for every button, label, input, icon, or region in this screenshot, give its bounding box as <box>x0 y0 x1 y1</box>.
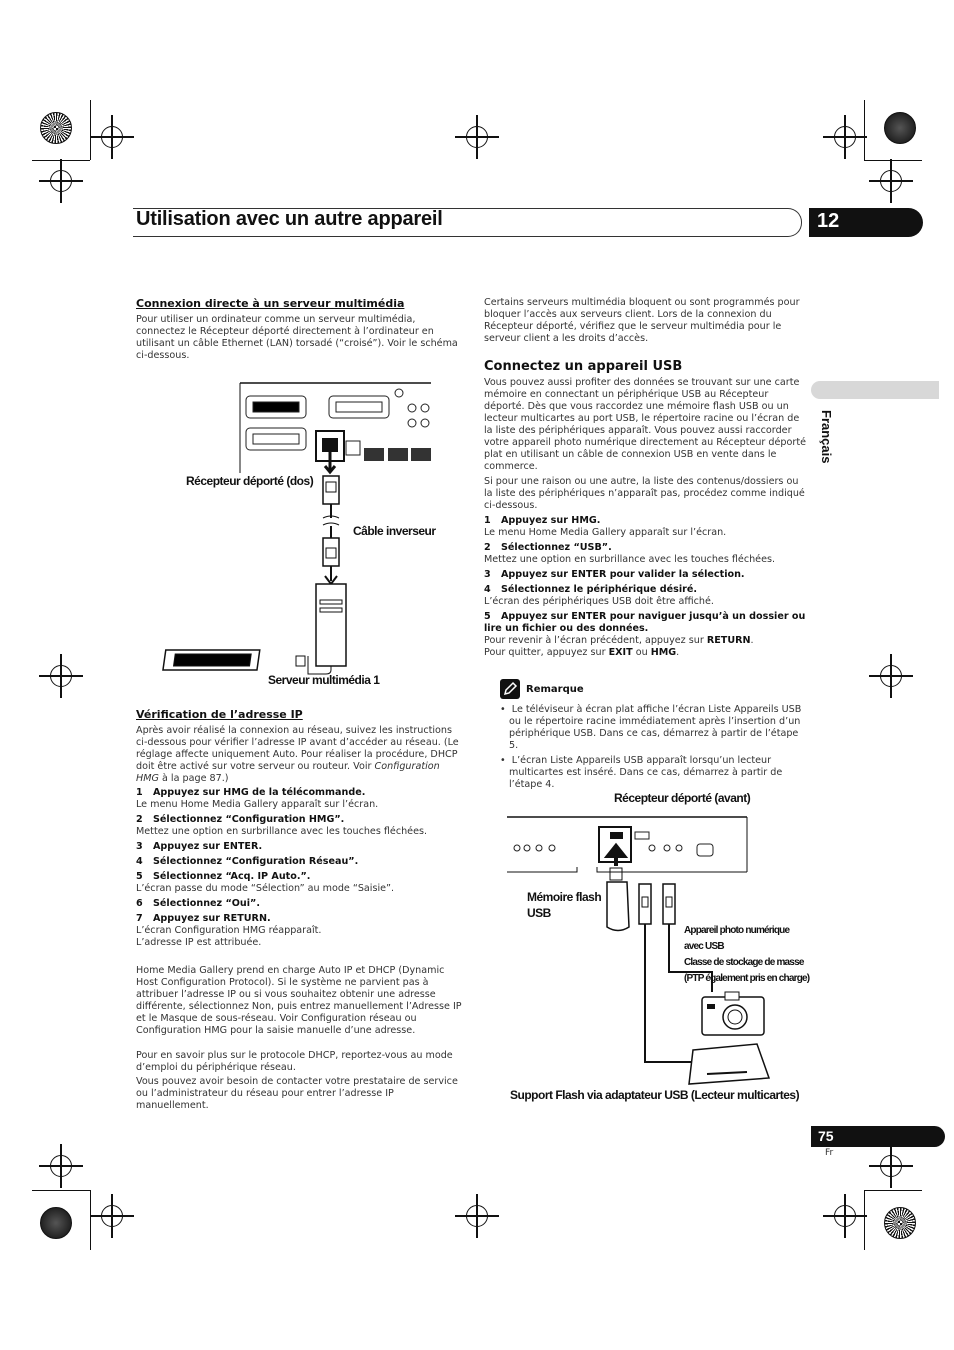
text: à la page 87.) <box>158 773 229 784</box>
step-item <box>136 856 462 868</box>
page-reference: Configuration HMG <box>136 761 440 784</box>
crosshair-mark <box>101 1205 123 1227</box>
label-usb-flash <box>527 889 601 921</box>
crop-mark <box>32 160 90 161</box>
label-line: avec USB <box>684 941 724 952</box>
text: Après avoir réalisé la connexion au réseau, suivez les instructions ci-dessous pour vérifier l’adresse IP avant d’accéder au réseau. (Le réglage affecte uniquement Auto. Pour réaliser la procédure, DHCP doit être activé sur votre serveur ou routeur. Voir <box>136 725 459 772</box>
crosshair-mark <box>50 665 72 687</box>
paragraph: Pour en savoir plus sur le protocole DHCP, reportez-vous au mode d’emploi du périphérique réseau. <box>136 1050 453 1073</box>
step-title: Appuyez sur ENTER pour valider la sélection. <box>501 569 745 580</box>
crosshair-mark <box>834 1205 856 1227</box>
step-title: Appuyez sur ENTER. <box>153 841 263 852</box>
step-item <box>136 871 462 883</box>
registration-star <box>884 112 916 144</box>
steps-list <box>136 787 462 949</box>
step-title: Sélectionnez “Acq. IP Auto.”. <box>153 871 311 882</box>
step-title: Appuyez sur ENTER pour naviguer jusqu’à un dossier ou lire un fichier ou des données. <box>484 611 806 634</box>
label-receiver-back: Récepteur déporté (dos) <box>186 474 314 488</box>
text: Pour revenir à l’écran précédent, appuyez sur <box>484 635 707 646</box>
text: ou <box>632 647 651 658</box>
step-item <box>136 841 462 853</box>
label-line: Mémoire flash <box>527 890 602 904</box>
crop-mark <box>90 100 91 160</box>
registration-star <box>40 112 72 144</box>
chapter-number-badge <box>809 208 923 237</box>
note-list <box>492 704 810 791</box>
step-title: Sélectionnez “Configuration HMG”. <box>153 814 345 825</box>
page-number-badge <box>811 1126 945 1147</box>
step-title: Appuyez sur HMG de la télécommande. <box>153 787 366 798</box>
step-number: 2 <box>484 542 491 553</box>
note-text: Le téléviseur à écran plat affiche l’écran Liste Appareils USB ou le répertoire racine immédiatement après l’insertion d’un périphérique USB. Dans ce cas, démarrez à partir de l’étape 5. <box>509 704 802 751</box>
step-item <box>136 814 462 826</box>
chapter-number: 12 <box>817 210 840 232</box>
step-title: Sélectionnez “Configuration Réseau”. <box>153 856 359 867</box>
key-name: EXIT <box>608 647 633 658</box>
paragraph: Home Media Gallery prend en charge Auto IP et DHCP (Dynamic Host Configuration Protocol). Si le système ne parvient pas à attribuer l’adresse IP ou si vous souhaitez obtenir une adresse différente, sélectionnez Non, puis entrez manuellement l’Adresse IP et le Masque de sous-réseau. Voir Configuration réseau ou Configuration HMG pour la saisie manuelle d’une adresse. <box>136 965 462 1036</box>
step-number: 1 <box>484 515 491 526</box>
step-detail: L’écran passe du mode “Sélection” au mode “Saisie”. <box>136 883 395 894</box>
step-detail: Le menu Home Media Gallery apparaît sur l’écran. <box>484 527 727 538</box>
label-line: (PTP également pris en charge) <box>684 973 810 984</box>
label-line: Classe de stockage de masse <box>684 957 804 968</box>
label-line: USB <box>527 906 551 920</box>
page-number: 75 <box>818 1128 834 1144</box>
text: Pour quitter, appuyez sur <box>484 647 609 658</box>
step-item <box>136 898 462 910</box>
crop-mark <box>864 100 865 160</box>
step-item <box>136 913 462 925</box>
crop-mark <box>864 1190 865 1250</box>
page-title: Utilisation avec un autre appareil <box>136 208 443 230</box>
crosshair-mark <box>50 1155 72 1177</box>
step-item <box>136 787 462 799</box>
crop-mark <box>90 1190 91 1250</box>
registration-star <box>40 1207 72 1239</box>
step-item <box>484 611 810 635</box>
section-heading-ip-check: Vérification de l’adresse IP <box>136 708 303 721</box>
step-number: 4 <box>136 856 143 867</box>
crosshair-mark <box>880 665 902 687</box>
crosshair-mark <box>880 170 902 192</box>
step-number: 1 <box>136 787 143 798</box>
paragraph: Si pour une raison ou une autre, la liste des contenus/dossiers ou la liste des périphériques n’apparaît pas, procédez comme indiqué ci-dessous. <box>484 476 805 511</box>
key-name: RETURN <box>706 635 751 646</box>
note-item: • L’écran Liste Appareils USB apparaît lorsqu’un lecteur multicartes est inséré. Dans ce cas, démarrez à partir de l’étape 4. <box>500 755 783 790</box>
step-number: 6 <box>136 898 143 909</box>
note-text: L’écran Liste Appareils USB apparaît lorsqu’un lecteur multicartes est inséré. Dans ce cas, démarrez à partir de l’étape 4. <box>509 755 783 790</box>
note-pencil-icon <box>500 679 520 699</box>
step-detail: L’écran Configuration HMG réapparaît. <box>136 925 322 936</box>
crop-mark <box>864 1190 922 1191</box>
step-number: 7 <box>136 913 143 924</box>
crosshair-mark <box>50 170 72 192</box>
step-number: 5 <box>484 611 491 622</box>
crosshair-mark <box>101 126 123 148</box>
paragraph <box>136 725 462 785</box>
label-media-server: Serveur multimédia 1 <box>268 673 380 687</box>
label-digital-camera <box>684 923 809 987</box>
step-number: 3 <box>484 569 491 580</box>
step-item <box>484 515 810 527</box>
text: . <box>676 647 680 658</box>
paragraph: Vous pouvez aussi profiter des données se trouvant sur une carte mémoire en connectant un périphérique USB au Récepteur déporté. Dès que vous raccordez une mémoire flash USB ou un lecteur multicartes au port USB, le répertoire racine ou l’écran de la liste des périphériques apparaît. Vous pouvez aussi raccorder votre appareil photo numérique directement au Récepteur déporté plat en utilisant un câble de connexion USB en vente dans le commerce. <box>484 377 806 472</box>
step-detail: L’écran des périphériques USB doit être affiché. <box>484 596 714 607</box>
step-detail <box>484 647 810 659</box>
step-detail: Le menu Home Media Gallery apparaît sur l’écran. <box>136 799 379 810</box>
step-item <box>484 584 810 596</box>
step-detail: Mettez une option en surbrillance avec les touches fléchées. <box>484 554 776 565</box>
page-language-code: Fr <box>825 1148 834 1158</box>
key-name: HMG <box>650 647 677 658</box>
crop-mark <box>864 160 922 161</box>
step-detail: Mettez une option en surbrillance avec les touches fléchées. <box>136 826 428 837</box>
chapter-header <box>133 208 923 237</box>
step-detail: L’adresse IP est attribuée. <box>136 937 262 948</box>
step-item <box>484 542 810 554</box>
label-card-reader: Support Flash via adaptateur USB (Lecteur multicartes) <box>510 1088 800 1102</box>
crosshair-mark <box>834 126 856 148</box>
step-title: Sélectionnez “Oui”. <box>153 898 260 909</box>
step-title: Sélectionnez le périphérique désiré. <box>501 584 698 595</box>
usb-steps-list <box>484 515 810 659</box>
language-tab <box>811 381 939 399</box>
label-crossover-cable: Câble inverseur <box>353 524 436 538</box>
text: . <box>750 635 754 646</box>
crosshair-mark <box>466 126 488 148</box>
step-number: 2 <box>136 814 143 825</box>
label-receiver-front: Récepteur déporté (avant) <box>614 791 751 805</box>
section-heading-direct-connection: Connexion directe à un serveur multimédia <box>136 297 405 310</box>
label-line: Appareil photo numérique <box>684 925 790 936</box>
step-number: 5 <box>136 871 143 882</box>
registration-star <box>884 1207 916 1239</box>
paragraph: Certains serveurs multimédia bloquent ou sont programmés pour bloquer l’accès aux serveurs client. Lors de la connexion du Récepteur déporté, vérifiez que le serveur multimédia pour le serveur client a les droits d’accès. <box>484 297 800 344</box>
note-item: • Le téléviseur à écran plat affiche l’écran Liste Appareils USB ou le répertoire racine immédiatement après l’insertion d’un périphérique USB. Dans ce cas, démarrez à partir de l’étape 5. <box>500 704 802 751</box>
crosshair-mark <box>880 1155 902 1177</box>
step-number: 4 <box>484 584 491 595</box>
paragraph: Vous pouvez avoir besoin de contacter votre prestataire de service ou l’administrateur du réseau pour entrer l’adresse IP manuellement. <box>136 1076 458 1111</box>
step-detail <box>484 635 810 647</box>
step-title: Appuyez sur HMG. <box>501 515 601 526</box>
step-title: Sélectionnez “USB”. <box>501 542 612 553</box>
step-number: 3 <box>136 841 143 852</box>
language-tab-label: Français <box>819 410 834 464</box>
step-title: Appuyez sur RETURN. <box>153 913 271 924</box>
crop-mark <box>32 1190 90 1191</box>
step-item <box>484 569 810 581</box>
paragraph: Pour utiliser un ordinateur comme un serveur multimédia, connectez le Récepteur déporté directement à l’ordinateur en utilisant un câble Ethernet (LAN) torsadé (“croisé”). Voir le schéma ci-dessous. <box>136 314 458 361</box>
crosshair-mark <box>466 1205 488 1227</box>
note-title: Remarque <box>526 684 584 695</box>
section-heading-usb: Connectez un appareil USB <box>484 359 683 374</box>
